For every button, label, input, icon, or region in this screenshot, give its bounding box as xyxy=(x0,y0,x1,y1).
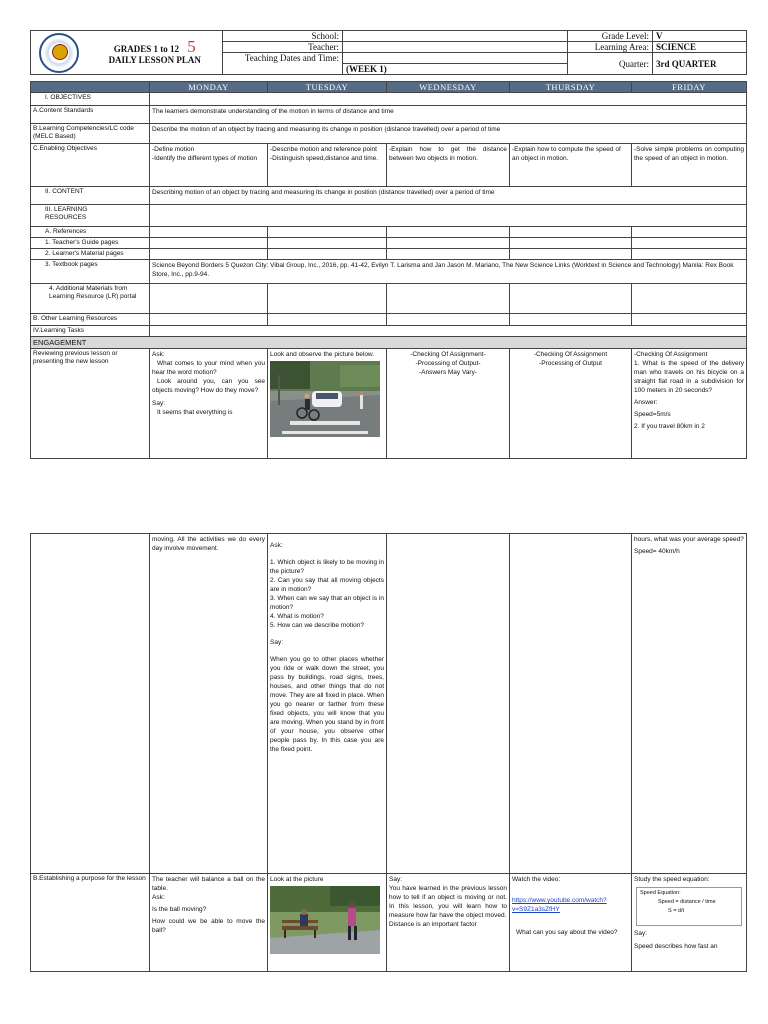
learning-area-label: Learning Area: xyxy=(568,42,653,53)
continued-friday: hours, what was your average speed? Speed= 40km/h xyxy=(632,534,747,874)
dates-value: (WEEK 1) xyxy=(343,64,568,75)
continued-tuesday: Ask: 1. Which object is likely to be moving in the picture? 2. Can you say that all moving objects are in motion? 3. When can we say that an object is in motion? 4. What is motion? 5. How can we describe motion? Say: When you go to other places whether you ride or walk down the street, you pass by buildings, road signs, trees, houses, and other things that do not move. They are all fixed in place. When you go nearer or farther from these fixed objects, you will know that you are moving. When you stand by in front of your house, you observe other people pass by. In this case you are the fixed point. xyxy=(268,534,387,874)
content-text: Describing motion of an object by tracing and measuring its change in position (distance travelled) over a period of time xyxy=(150,187,747,205)
grade-level-value: V xyxy=(653,31,747,42)
reviewing-monday: Ask: What comes to your mind when you hear the word motion? Look around you, can you see objects moving? How do they move? Say: It seems that everything is xyxy=(150,349,268,459)
day-header-thursday: THURSDAY xyxy=(510,82,632,93)
quarter-value: 3rd QUARTER xyxy=(653,53,747,75)
references-label: A. References xyxy=(31,227,150,238)
enabling-thursday: -Explain how to compute the speed of an object in motion. xyxy=(510,144,632,187)
continued-label-blank xyxy=(31,534,150,874)
purpose-friday: Study the speed equation: Speed Equation: Speed = distance / time S = d/t Say: Speed describes how fast an xyxy=(632,874,747,972)
speed-equation-image: Speed Equation: Speed = distance / time S = d/t xyxy=(636,887,742,926)
enabling-objectives-label: C.Enabling Objectives xyxy=(31,144,150,187)
enabling-friday: -Solve simple problems on computing the speed of an object in motion. xyxy=(632,144,747,187)
grade-level-label: Grade Level: xyxy=(568,31,653,42)
textbook-label: 3. Textbook pages xyxy=(31,260,150,284)
teacher-label: Teacher: xyxy=(223,42,343,53)
reviewing-thursday: -Checking Of Assignment -Processing of Output xyxy=(510,349,632,459)
objectives-label: I. OBJECTIVES xyxy=(31,93,150,106)
learning-resources-label: III. LEARNING RESOURCES xyxy=(31,205,150,227)
engagement-label: ENGAGEMENT xyxy=(31,337,747,349)
reviewing-tuesday: Look and observe the picture below. xyxy=(268,349,387,459)
seal-icon xyxy=(39,33,79,73)
video-link[interactable]: https://www.youtube.com/watch?v=S9Z1a3sZfHY xyxy=(512,897,607,913)
lesson-plan-header xyxy=(30,30,746,75)
purpose-wednesday: Say: You have learned in the previous lesson how to tell if an object is moving or not. In this lesson, you will learn how to measure how far have the object moved. Distance is an important factor xyxy=(387,874,510,972)
day-header-wednesday: WEDNESDAY xyxy=(387,82,510,93)
purpose-tuesday: Look at the picture xyxy=(268,874,387,972)
page-two-table xyxy=(30,533,746,972)
reviewing-friday: -Checking Of Assignment 1. What is the speed of the delivery man who travels on his bicycle on a straight flat road in a subdivision for 100 meters in 20 seconds? Answer: Speed=5m/s 2. If you travel 80km in 2 xyxy=(632,349,747,459)
reviewing-wednesday: -Checking Of Assignment- -Processing of Output- -Answers May Vary- xyxy=(387,349,510,459)
objectives-blank xyxy=(150,93,747,106)
enabling-monday: -Define motion -Identify the different types of motion xyxy=(150,144,268,187)
content-label: II. CONTENT xyxy=(31,187,150,205)
park-bench-photo xyxy=(270,886,380,954)
learning-resources-blank xyxy=(150,205,747,227)
day-header-monday: MONDAY xyxy=(150,82,268,93)
deped-seal xyxy=(31,31,88,75)
purpose-thursday: Watch the video: https://www.youtube.com/watch?v=S9Z1a3sZfHY What can you say about the video? xyxy=(510,874,632,972)
dates-label: Teaching Dates and Time: xyxy=(223,53,343,75)
competencies-label: B.Learning Competencies/LC code (MELC Based) xyxy=(31,124,150,144)
dates-blank xyxy=(343,53,568,64)
school-label: School: xyxy=(223,31,343,42)
purpose-label: B.Establishing a purpose for the lesson xyxy=(31,874,150,972)
day-header-tuesday: TUESDAY xyxy=(268,82,387,93)
textbook-text: Science Beyond Borders 5 Quezon City: Vibal Group, Inc., 2016, pp. 41-42, Evilyn T. Larisma and Jan Jason M. Mariano, The New Science Links (Worktext in Science and Technology) Manila: Rex Book Store, Inc., pp.9-94. xyxy=(150,260,747,284)
learners-material-label: 2. Learner's Material pages xyxy=(31,249,150,260)
plan-title: GRADES 1 to 12 5 DAILY LESSON PLAN xyxy=(88,31,223,75)
day-header-friday: FRIDAY xyxy=(632,82,747,93)
street-cyclist-photo xyxy=(270,361,380,437)
competencies-text: Describe the motion of an object by tracing and measuring its change in position (distance travelled) over a period of time xyxy=(150,124,747,144)
content-standards-label: A.Content Standards xyxy=(31,106,150,124)
learning-area-value: SCIENCE xyxy=(653,42,747,53)
teachers-guide-label: 1. Teacher's Guide pages xyxy=(31,238,150,249)
teacher-value xyxy=(343,42,568,53)
reviewing-label: Reviewing previous lesson or presenting the new lesson xyxy=(31,349,150,459)
page-one-table xyxy=(30,81,746,459)
other-resources-label: B. Other Learning Resources xyxy=(31,314,150,326)
enabling-tuesday: -Describe motion and reference point -Distinguish speed,distance and time. xyxy=(268,144,387,187)
continued-monday: moving. All the activities we do every day involve movement. xyxy=(150,534,268,874)
school-value xyxy=(343,31,568,42)
purpose-monday: The teacher will balance a ball on the table. Ask: Is the ball moving? How could we be able to move the ball? xyxy=(150,874,268,972)
day-header-blank xyxy=(31,82,150,93)
content-standards-text: The learners demonstrate understanding of the motion in terms of distance and time xyxy=(150,106,747,124)
additional-materials-label: 4. Additional Materials from Learning Resource (LR) portal xyxy=(31,284,150,314)
learning-tasks-label: IV.Learning Tasks xyxy=(31,326,150,337)
quarter-label: Quarter: xyxy=(568,53,653,75)
enabling-wednesday: -Explain how to get the distance between two objects in motion. xyxy=(387,144,510,187)
